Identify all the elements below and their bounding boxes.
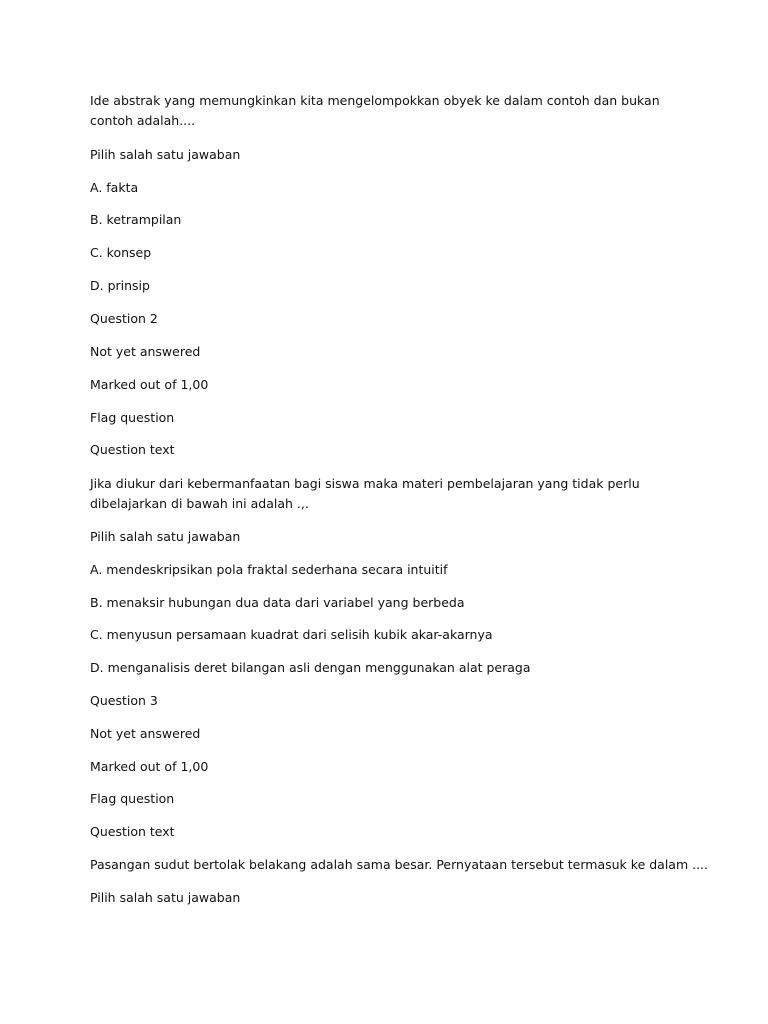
- question-3-marked: Marked out of 1,00: [90, 759, 209, 774]
- question-1-option-d: D. prinsip: [90, 278, 150, 293]
- question-3-text: Pasangan sudut bertolak belakang adalah sama besar. Pernyataan tersebut termasuk ke dalam ....: [90, 857, 708, 872]
- question-1-option-c: C. konsep: [90, 245, 152, 260]
- question-1-option-b: B. ketrampilan: [90, 212, 182, 227]
- question-2-option-d: D. menganalisis deret bilangan asli dengan menggunakan alat peraga: [90, 660, 531, 675]
- question-3-prompt: Pilih salah satu jawaban: [90, 890, 241, 905]
- question-3-status: Not yet answered: [90, 726, 201, 741]
- question-2-option-a: A. mendeskripsikan pola fraktal sederhana secara intuitif: [90, 562, 448, 577]
- question-2-flag: Flag question: [90, 410, 175, 425]
- question-2-prompt: Pilih salah satu jawaban: [90, 529, 241, 544]
- question-2-number: Question 2: [90, 311, 158, 326]
- question-2-option-c: C. menyusun persamaan kuadrat dari selisih kubik akar-akarnya: [90, 627, 493, 642]
- question-2-status: Not yet answered: [90, 344, 201, 359]
- question-3-label: Question text: [90, 824, 175, 839]
- question-1-option-a: A. fakta: [90, 180, 139, 195]
- question-3-number: Question 3: [90, 693, 158, 708]
- question-2-option-b: B. menaksir hubungan dua data dari variabel yang berbeda: [90, 595, 465, 610]
- question-2-text: Jika diukur dari kebermanfaatan bagi siswa maka materi pembelajaran yang tidak perlu dibelajarkan di bawah ini adalah .,.: [90, 476, 640, 511]
- question-1-prompt: Pilih salah satu jawaban: [90, 147, 241, 162]
- question-2-marked: Marked out of 1,00: [90, 377, 209, 392]
- question-3-flag: Flag question: [90, 791, 175, 806]
- question-1-text: Ide abstrak yang memungkinkan kita mengelompokkan obyek ke dalam contoh dan bukan contoh adalah....: [90, 93, 660, 128]
- question-2-label: Question text: [90, 442, 175, 457]
